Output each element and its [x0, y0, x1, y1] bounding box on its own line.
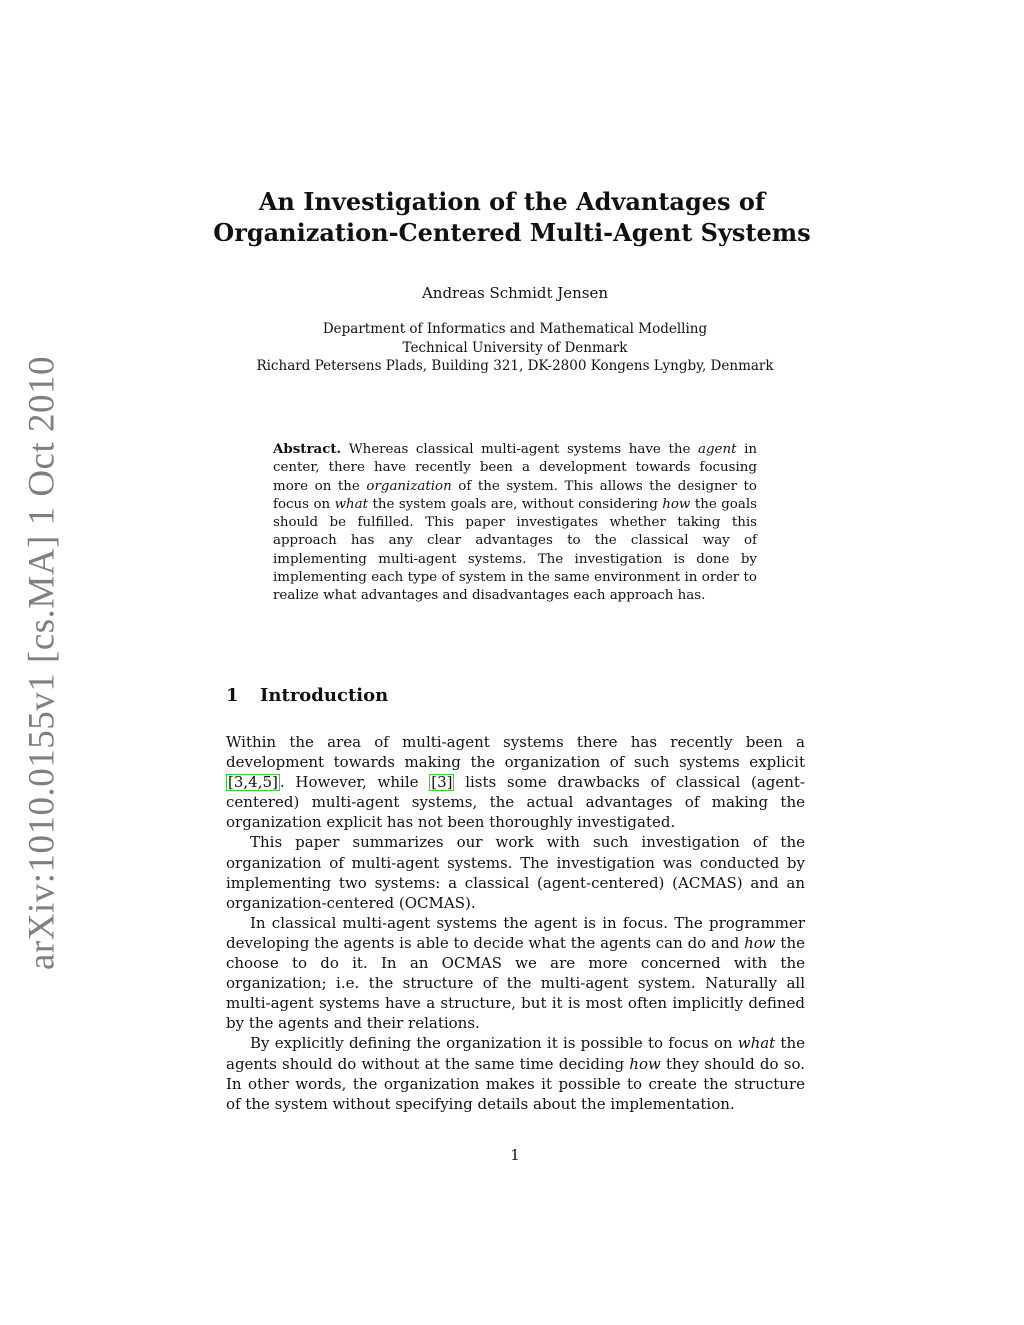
- abstract: [273, 440, 757, 606]
- section-title: Introduction: [260, 685, 389, 706]
- paragraph-text: they should do so. In other words, the organization makes it possible to create the structure of the system without specifying details about the implementation.: [226, 1054, 805, 1113]
- abstract-emphasis: organization: [366, 478, 452, 494]
- abstract-text: the system goals are, without considering: [368, 496, 663, 512]
- paragraph-emphasis: how: [629, 1054, 661, 1073]
- abstract-text: in center, there have recently been a development towards focusing more on the: [273, 442, 757, 494]
- paragraph-text: . However, while: [279, 773, 430, 792]
- paragraph-3: [226, 913, 805, 1034]
- abstract-text: of the system. This allows the designer to focus on: [273, 478, 757, 512]
- abstract-label: Abstract.: [273, 441, 342, 457]
- abstract-text: Whereas classical multi-agent systems have the: [348, 442, 698, 457]
- arxiv-identifier: arXiv:1010.0155v1 [cs.MA] 1 Oct 2010: [21, 355, 63, 971]
- paragraph-4: [226, 1033, 805, 1113]
- paragraph-text: Within the area of multi-agent systems there has recently been a development towards making the organization of such systems explicit: [226, 733, 805, 772]
- citation-link-3[interactable]: [3]: [431, 773, 453, 792]
- paragraph-2: This paper summarizes our work with such investigation of the organization of multi-agent systems. The investigation was conducted by implementing two systems: a classical (agent-centered) (ACMAS) and an organization-centered (OCMAS).: [226, 833, 805, 912]
- citation-link-3-4-5[interactable]: [3,4,5]: [228, 773, 278, 792]
- paragraph-text: the choose to do it. In an OCMAS we are more concerned with the organization; i.e. the structure of the multi-agent system. Naturally all multi-agent systems have a structure, but it is most often implicitly defined by the agents and their relations.: [226, 933, 806, 1033]
- paragraph-emphasis: how: [744, 933, 776, 952]
- abstract-emphasis: what: [334, 496, 369, 512]
- paragraph-text: lists some drawbacks of classical (agent-centered) multi-agent systems, the actual advantages of making the organization explicit has not been thoroughly investigated.: [226, 773, 805, 832]
- paragraph-text: By explicitly defining the organization it is possible to focus on: [250, 1034, 738, 1053]
- paragraph-1: [226, 732, 805, 832]
- affiliation-department: Department of Informatics and Mathematical Modelling: [322, 321, 708, 337]
- abstract-emphasis: how: [662, 496, 691, 512]
- introduction-body: [226, 732, 805, 1114]
- paper-title-line-1: An Investigation of the Advantages of: [258, 187, 766, 216]
- paragraph-text: the agents should do without at the same time deciding: [226, 1034, 805, 1073]
- paragraph-emphasis: what: [737, 1034, 776, 1053]
- page-number: 1: [510, 1146, 520, 1164]
- affiliation-address: Richard Petersens Plads, Building 321, DK-2800 Kongens Lyngby, Denmark: [256, 358, 774, 374]
- author-name: Andreas Schmidt Jensen: [421, 284, 609, 302]
- section-heading-introduction: [226, 685, 388, 706]
- paragraph-text: In classical multi-agent systems the agent is in focus. The programmer developing the agents is able to decide what the agents can do and: [226, 913, 805, 952]
- abstract-emphasis: agent: [697, 442, 737, 457]
- paper-title-line-2: Organization-Centered Multi-Agent Systems: [213, 218, 811, 247]
- affiliation-university: Technical University of Denmark: [402, 340, 628, 356]
- section-number: 1: [226, 685, 239, 706]
- abstract-text: the goals should be fulfilled. This paper investigates whether taking this approach has any clear advantages to the classical way of implementing multi-agent systems. The investigation is done by implementing each type of system in the same environment in order to realize what advantages and disadvantages each approach has.: [273, 496, 757, 604]
